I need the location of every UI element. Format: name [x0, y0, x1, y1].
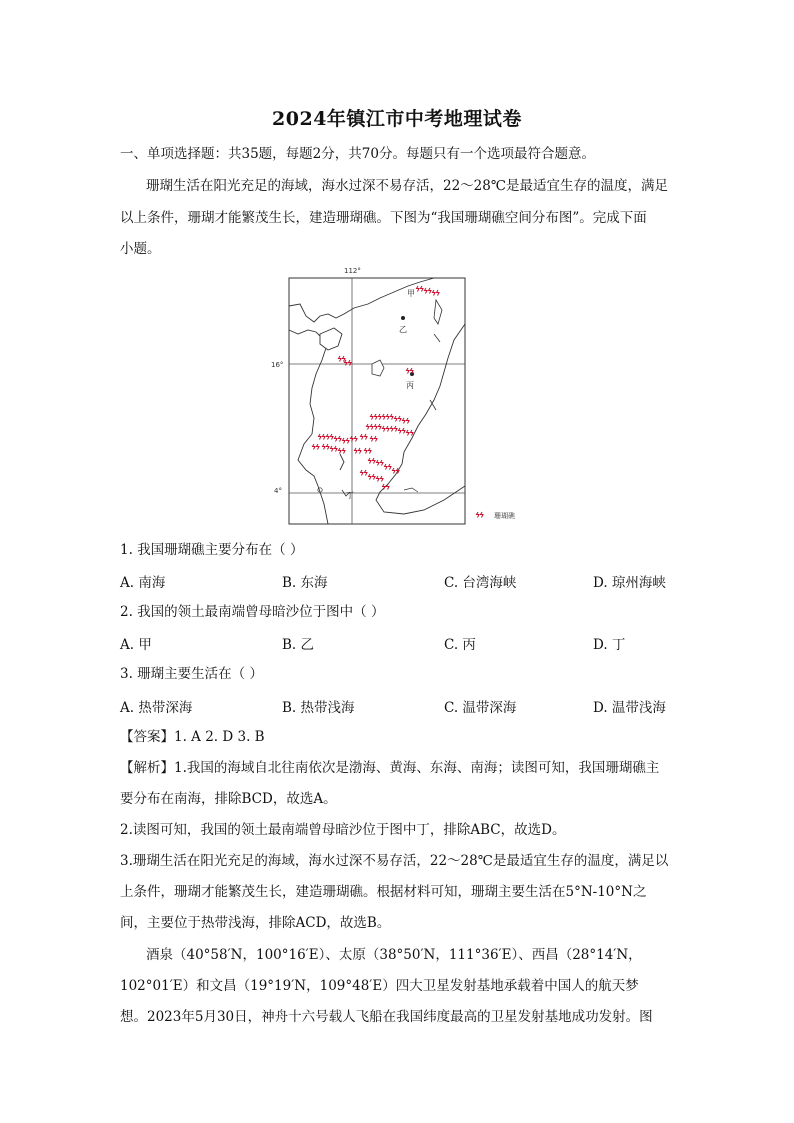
question-2-options [120, 633, 680, 653]
label-yi: 乙 [399, 325, 407, 334]
page-title: 2024年镇江市中考地理试卷 [272, 108, 522, 130]
label-ding: 丁 [346, 491, 354, 500]
question-3-options [120, 696, 680, 716]
question-1-options [120, 571, 680, 591]
passage1-line-2: 以上条件，珊瑚才能繁茂生长，建造珊瑚礁。下图为“我国珊瑚礁空间分布图”。完成下面 [120, 210, 647, 226]
point-yi [401, 316, 405, 320]
question-3-stem: 3. 珊瑚主要生活在（ ） [120, 666, 263, 682]
passage2-line-2: 102°01′E）和文昌（19°19′N，109°48′E）四大卫星发射基地承载着中国人的航天梦 [120, 978, 639, 994]
q3-option-d: D. 温带浅海 [593, 700, 666, 716]
q3-option-b: B. 热带浅海 [282, 700, 355, 716]
passage2-line-3: 想。2023年5月30日，神舟十六号载人飞船在我国纬度最高的卫星发射基地成功发射。图 [120, 1009, 653, 1025]
question-1-stem: 1. 我国珊瑚礁主要分布在（ ） [120, 542, 304, 558]
analysis-line-4: 3.珊瑚生活在阳光充足的海域，海水过深不易存活，22～28℃是最适宜生存的温度，满足以 [120, 853, 669, 869]
q1-option-a: A. 南海 [120, 575, 166, 591]
passage1-line-3: 小题。 [120, 241, 161, 257]
analysis-line-1: 【解析】1.我国的海域自北往南依次是渤海、黄海、东海、南海；读图可知，我国珊瑚礁主 [120, 760, 660, 776]
label-jia: 甲 [407, 289, 415, 298]
section-header: 一、单项选择题：共35题，每题2分，共70分。每题只有一个选项最符合题意。 [120, 146, 595, 162]
q2-option-c: C. 丙 [444, 637, 476, 653]
q2-option-d: D. 丁 [593, 637, 626, 653]
passage1-line-1: 珊瑚生活在阳光充足的海域，海水过深不易存活，22～28℃是最适宜生存的温度，满足 [146, 178, 668, 194]
q1-option-b: B. 东海 [282, 575, 328, 591]
answer-line: 【答案】1. A 2. D 3. B [120, 729, 265, 745]
q3-option-a: A. 热带深海 [120, 700, 193, 716]
q2-option-b: B. 乙 [282, 637, 315, 653]
map-lon-label: 112° [344, 267, 361, 275]
label-bing: 丙 [406, 381, 414, 390]
q3-option-c: C. 温带深海 [444, 700, 517, 716]
map-lat-label-4: 4° [274, 487, 282, 495]
analysis-line-3: 2.读图可知，我国的领土最南端曾母暗沙位于图中丁，排除ABC，故选D。 [120, 822, 566, 838]
q2-option-a: A. 甲 [120, 637, 152, 653]
map-lat-label-16: 16° [271, 361, 284, 369]
analysis-line-5: 上条件，珊瑚才能繁茂生长，建造珊瑚礁。根据材料可知，珊瑚主要生活在5°N-10°N之 [120, 884, 647, 900]
q1-option-c: C. 台湾海峡 [444, 575, 517, 591]
coral-reef-map [271, 264, 534, 526]
map-legend [477, 511, 516, 520]
reef-symbol [477, 512, 484, 518]
analysis-line-6: 间，主要位于热带浅海，排除ACD，故选B。 [120, 915, 391, 931]
legend-reef-icon [477, 512, 484, 518]
legend-label: 珊瑚礁 [494, 512, 515, 520]
passage2-line-1: 酒泉（40°58′N，100°16′E）、太原（38°50′N，111°36′E）、西昌（28°14′N， [146, 947, 642, 963]
analysis-line-2: 要分布在南海，排除BCD，故选A。 [120, 791, 337, 807]
q1-option-d: D. 琼州海峡 [593, 575, 666, 591]
question-2-stem: 2. 我国的领土最南端曾母暗沙位于图中（ ） [120, 604, 385, 620]
